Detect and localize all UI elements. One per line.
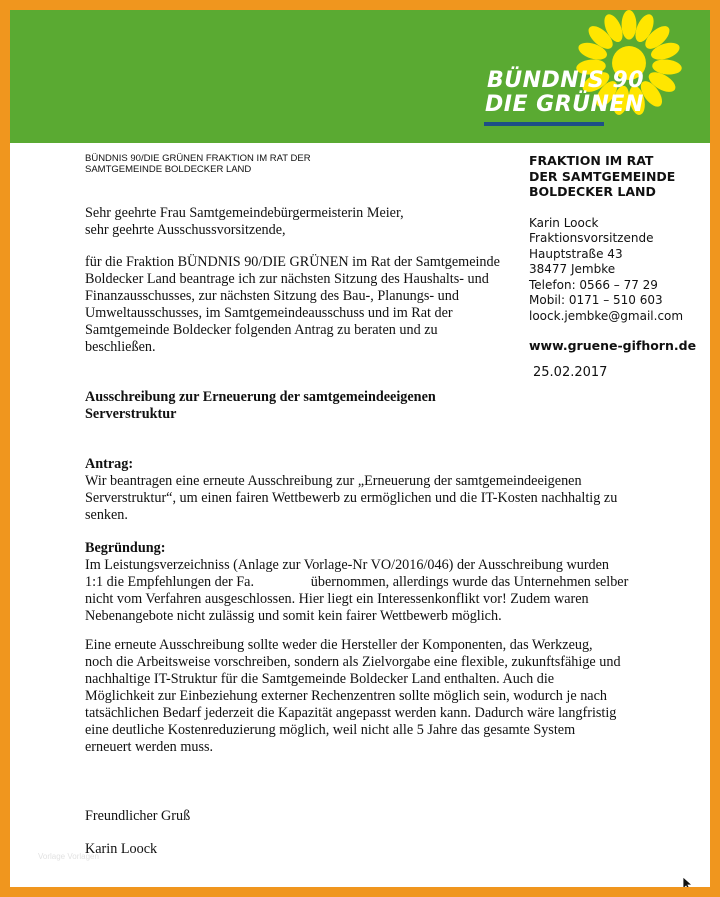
paragraph-line: nachhaltige IT-Struktur für die Samtgemeinde Boldecker Land enthalten. Auch die (85, 671, 555, 687)
subject-line: Serverstruktur (85, 406, 177, 422)
motion-line: senken. (85, 507, 128, 523)
sender-line: SAMTGEMEINDE BOLDECKER LAND (85, 164, 252, 175)
justification-line: nicht vom Verfahren ausgeschlossen. Hier liegt ein Interessenkonflikt vor! Zudem waren (85, 591, 589, 607)
motion-heading: Antrag: (85, 456, 134, 472)
intro-paragraph (85, 254, 645, 356)
intro-line: Samtgemeinde Boldecker folgenden Antrag zu beraten und zu (85, 322, 438, 338)
paragraph-line: eine deutliche Kostenreduzierung möglich, weil nicht alle 5 Jahre das gesamte System (85, 722, 576, 738)
subject-heading (85, 389, 645, 423)
intro-line: beschließen. (85, 339, 156, 355)
header-band (10, 10, 710, 143)
paragraph-line: Möglichkeit zur Einbeziehung externer Rechenzentren sollte möglich sein, wodurch je nach (85, 688, 607, 704)
paragraph-line: Eine erneute Ausschreibung sollte weder die Hersteller der Komponenten, das Werkzeug, (85, 637, 593, 653)
salutation-line: Sehr geehrte Frau Samtgemeindebürgermeisterin Meier, (85, 205, 404, 221)
closing-phrase: Freundlicher Gruß (85, 808, 191, 824)
contact-street: Hauptstraße 43 (529, 246, 623, 261)
paragraph-line: erneuert werden muss. (85, 739, 214, 755)
motion-line: Serverstruktur“, um einen fairen Wettbewerb zu ermöglichen und die IT-Kosten nachhaltig zu (85, 490, 618, 506)
paragraph-line: tatsächlichen Bedarf jederzeit die Kapazität angepasst werden kann. Dadurch wäre langfristig (85, 705, 617, 721)
watermark: Vorlage Vorlagen (38, 852, 99, 861)
faction-title (529, 153, 709, 200)
party-logo (480, 16, 708, 136)
logo-underline (484, 122, 604, 126)
contact-mobile: Mobil: 0171 – 510 603 (529, 293, 663, 307)
letter-date: 25.02.2017 (533, 365, 608, 380)
contact-city: 38477 Jembke (529, 262, 616, 276)
subject-line: Ausschreibung zur Erneuerung der samtgemeindeeigenen (85, 389, 436, 405)
mouse-cursor-icon (682, 876, 694, 887)
contact-role: Fraktionsvorsitzende (529, 231, 654, 245)
justification-line: Nebenangebote nicht zulässig und somit kein fairer Wettbewerb möglich. (85, 608, 502, 624)
salutation (85, 205, 645, 239)
faction-title-line: BOLDECKER LAND (529, 184, 656, 199)
justification-line: 1:1 die Empfehlungen der Fa. übernommen, allerdings wurde das Unternehmen selber (85, 574, 629, 590)
motion-line: Wir beantragen eine erneute Ausschreibung zur „Erneuerung der samtgemeindeeigenen (85, 473, 582, 489)
paragraph-line: noch die Arbeitsweise vorschreiben, sondern als Zielvorgabe eine flexible, zukunftsfähige und (85, 654, 621, 670)
intro-line: Umweltausschusses, im Samtgemeindeausschuss und im Rat der (85, 305, 453, 321)
logo-text-line2: DIE GRÜNEN (485, 92, 644, 117)
contact-phone: Telefon: 0566 – 77 29 (529, 277, 658, 292)
salutation-line: sehr geehrte Ausschussvorsitzende, (85, 222, 286, 238)
justification-heading: Begründung: (85, 540, 166, 556)
sender-address (85, 153, 365, 175)
motion-section (85, 456, 645, 524)
second-paragraph (85, 637, 645, 756)
intro-line: für die Fraktion BÜNDNIS 90/DIE GRÜNEN im Rat der Samtgemeinde (85, 254, 500, 270)
justification-line: Im Leistungsverzeichniss (Anlage zur Vorlage-Nr VO/2016/046) der Ausschreibung wurden (85, 557, 610, 573)
intro-line: Boldecker Land beantrage ich zur nächsten Sitzung des Haushalts- und (85, 271, 489, 287)
faction-title-line: DER SAMTGEMEINDE (529, 168, 676, 184)
intro-line: Finanzausschusses, zur nächsten Sitzung des Bau-, Planungs- und (85, 288, 459, 304)
sender-line: BÜNDNIS 90/DIE GRÜNEN FRAKTION IM RAT DER (85, 153, 311, 164)
justification-section (85, 540, 645, 625)
faction-title-line: FRAKTION IM RAT (529, 153, 654, 168)
website-link: www.gruene-gifhorn.de (529, 338, 697, 353)
contact-name: Karin Loock (529, 215, 599, 230)
letter-page (10, 10, 710, 887)
contact-email: loock.jembke@gmail.com (529, 308, 684, 323)
signature-name: Karin Loock (85, 841, 158, 857)
logo-text-line1: BÜNDNIS 90 (487, 68, 645, 93)
